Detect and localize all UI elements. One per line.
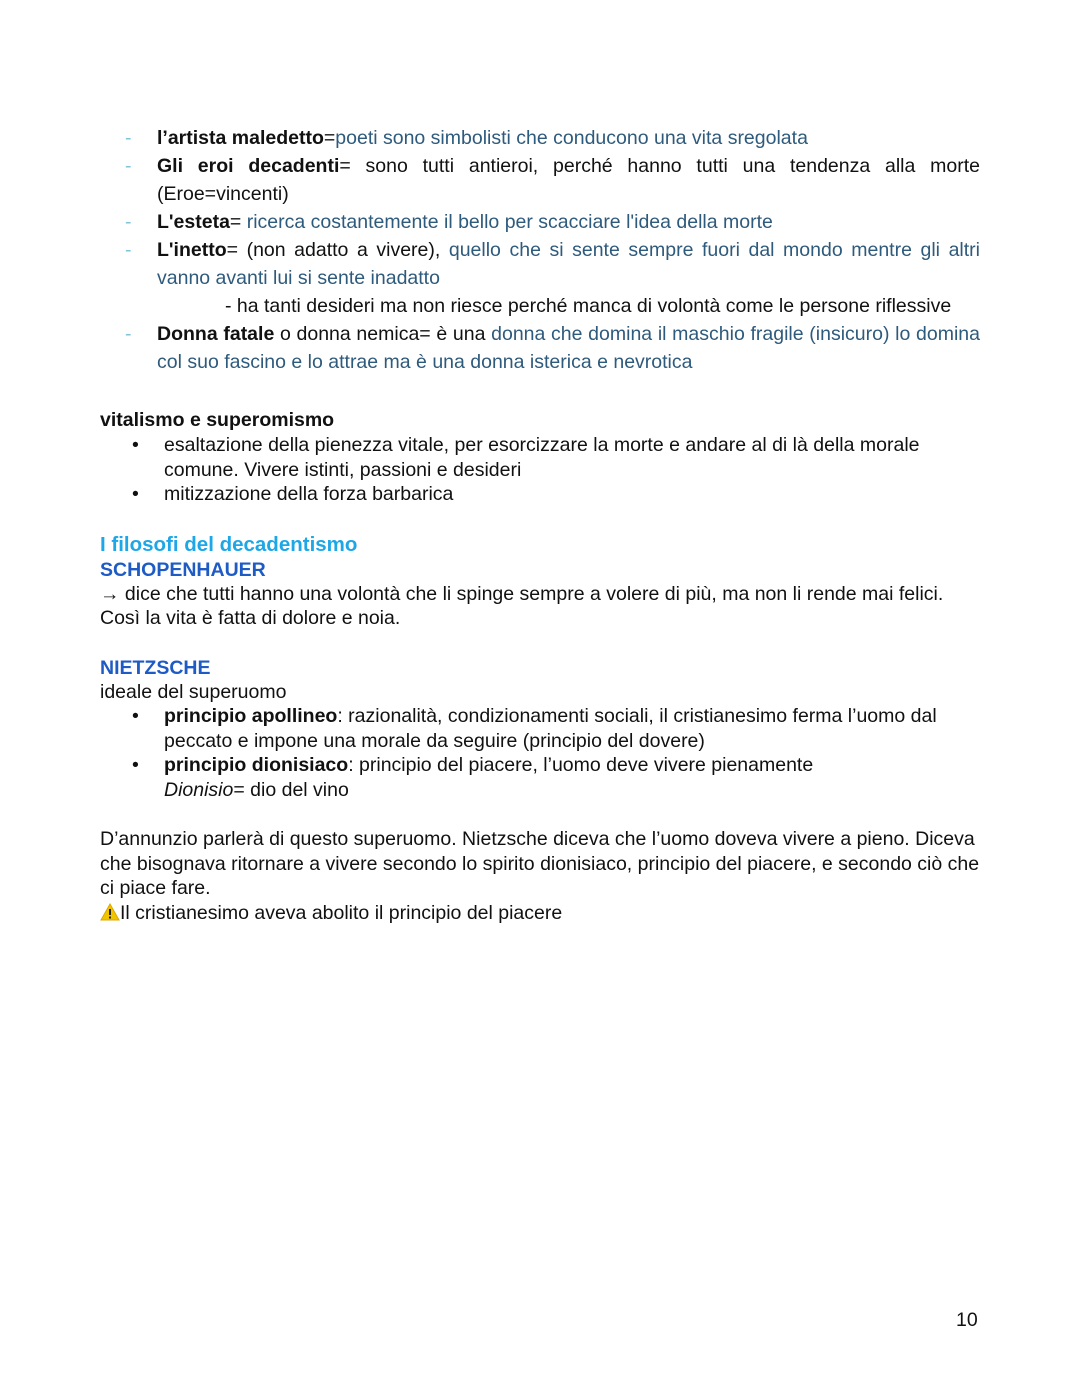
- term: l’artista maledetto: [157, 127, 324, 149]
- page-number: 10: [956, 1309, 978, 1331]
- bullet-icon: •: [132, 434, 139, 456]
- list-item: - L'inetto= (non adatto a vivere), quello che si sente sempre fuori dal mondo mentre gli altri vanno avanti lui si sente inadatto - ha tanti desideri ma non riesce perché manca di volontà come le persone riflessive: [100, 236, 980, 320]
- list-item: - Gli eroi decadenti= sono tutti antieroi, perché hanno tutti una tendenza alla morte (Eroe=vincenti): [125, 155, 980, 205]
- list-item: • principio dionisiaco: principio del piacere, l’uomo deve vivere pienamente Dionisio= dio del vino: [132, 754, 814, 801]
- term: L'esteta: [157, 211, 230, 233]
- warning-icon: [100, 903, 120, 921]
- bullet-icon: •: [132, 705, 139, 727]
- paragraph: D’annunzio parlerà di questo superuomo. Nietzsche diceva che l’uomo doveva vivere a pieno. Diceva che bisognava ritornare a vivere secondo lo spirito dionisiaco, principio del piacere, e secondo ciò che ci piace fare.: [100, 828, 980, 899]
- section-heading-filosofi: I filosofi del decadentismo: [100, 532, 358, 556]
- list-item: - Donna fatale o donna nemica= è una donna che domina il maschio fragile (insicuro) lo domina col suo fascino e lo attrae ma è una donna isterica e nevrotica: [125, 323, 980, 373]
- philosopher-name: NIETZSCHE: [100, 656, 211, 679]
- term: Gli eroi decadenti: [157, 155, 340, 177]
- paragraph: ideale del superuomo: [100, 680, 287, 703]
- definition: donna che domina il maschio fragile (insicuro) lo domina col suo fascino e lo attrae ma è una donna isterica e nevrotica: [157, 323, 980, 373]
- definition: poeti sono simbolisti che conducono una vita sregolata: [335, 127, 808, 149]
- sub-note: - ha tanti desideri ma non riesce perché manca di volontà come le persone riflessive: [225, 295, 952, 317]
- decadent-figures-list: [100, 124, 980, 376]
- list-item: • principio apollineo: razionalità, condizionamenti sociali, il cristianesimo ferma l’uomo dal peccato e impone una morale da seguire (principio del dovere): [132, 705, 937, 752]
- paragraph: → dice che tutti hanno una volontà che li spinge sempre a volere di più, ma non li rende mai felici. Così la vita è fatta di dolore e noia.: [100, 582, 944, 629]
- warning-note: Il cristianesimo aveva abolito il principio del piacere: [100, 901, 980, 926]
- definition: ricerca costantemente il bello per scacciare l'idea della morte: [246, 211, 773, 233]
- philosopher-name: SCHOPENHAUER: [100, 558, 266, 581]
- bullet-icon: •: [132, 483, 139, 505]
- definition: quello che si sente sempre fuori dal mondo mentre gli altri vanno avanti lui si sente inadatto: [157, 239, 980, 289]
- section-heading-vitalismo: vitalismo e superomismo: [100, 409, 335, 431]
- document-page: [100, 124, 980, 925]
- list-item: • esaltazione della pienezza vitale, per esorcizzare la morte e andare al di là della morale comune. Vivere istinti, passioni e desideri: [132, 434, 920, 481]
- bullet-icon: •: [132, 754, 139, 776]
- nietzsche-principles-list: [100, 704, 980, 802]
- vitalismo-list: [100, 433, 980, 507]
- list-item: • mitizzazione della forza barbarica: [132, 483, 454, 505]
- list-item: - l’artista maledetto=poeti sono simbolisti che conducono una vita sregolata: [125, 127, 808, 149]
- list-item: - L'esteta= ricerca costantemente il bello per scacciare l'idea della morte: [125, 211, 773, 233]
- term: L'inetto: [157, 239, 227, 261]
- term: Donna fatale: [157, 323, 275, 345]
- definition: = sono tutti antieroi, perché hanno tutti una tendenza alla morte (Eroe=vincenti): [157, 155, 980, 205]
